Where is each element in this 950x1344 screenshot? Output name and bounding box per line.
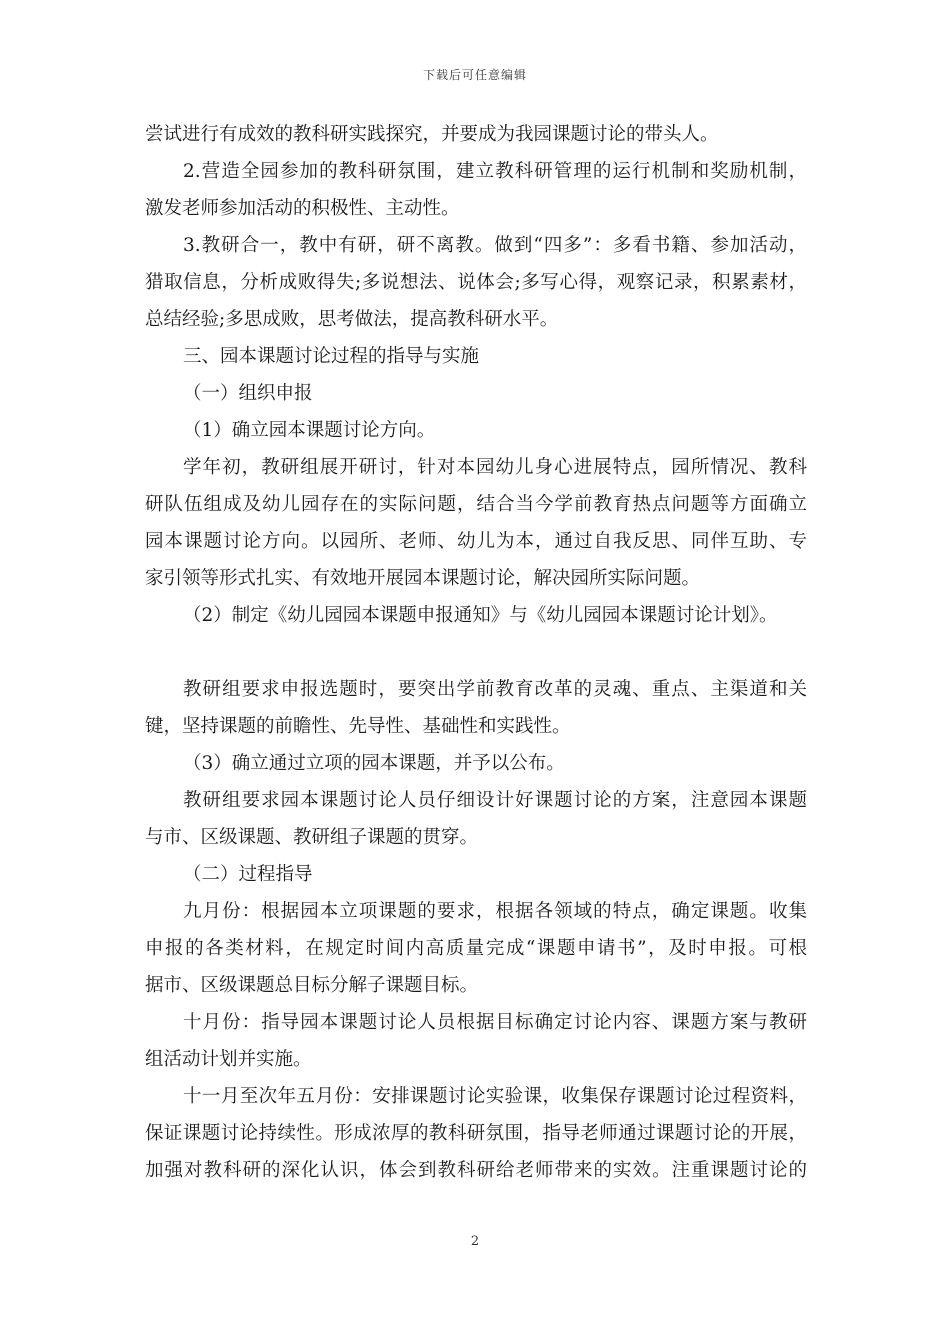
text-line: （3）确立通过立项的园本课题，并予以公布。 [183, 753, 565, 774]
text-line: 园本课题讨论方向。以园所、老师、幼儿为本，通过自我反思、同伴互助、专 [145, 531, 807, 552]
section-heading: 三、园本课题讨论过程的指导与实施 [183, 346, 480, 367]
text-line: 申报的各类材料，在规定时间内高质量完成“课题申请书”，及时申报。可根 [145, 938, 807, 959]
text-line: 尝试进行有成效的教科研实践探究，并要成为我园课题讨论的带头人。 [145, 124, 719, 145]
text-line: 激发老师参加活动的积极性、主动性。 [145, 198, 460, 219]
text-line: 键，坚持课题的前瞻性、先导性、基础性和实践性。 [145, 716, 571, 737]
text-line: 据市、区级课题总目标分解子课题目标。 [145, 975, 479, 996]
subsection-heading: （二）过程指导 [183, 864, 313, 885]
text-line: 家引领等形式扎实、有效地开展园本课题讨论，解决园所实际问题。 [145, 568, 701, 589]
subsection-heading: （一）组织申报 [183, 383, 313, 404]
text-line: 加强对教科研的深化认识，体会到教科研给老师带来的实效。注重课题讨论的 [145, 1160, 807, 1181]
text-line: 教研组要求园本课题讨论人员仔细设计好课题讨论的方案，注意园本课题 [183, 790, 807, 811]
text-line: 十一月至次年五月份：安排课题讨论实验课，收集保存课题讨论过程资料， [183, 1086, 807, 1107]
text-line: （1）确立园本课题讨论方向。 [183, 420, 436, 441]
text-line: 保证课题讨论持续性。形成浓厚的教科研氛围，指导老师通过课题讨论的开展， [145, 1123, 807, 1144]
document-body [145, 116, 807, 1189]
text-line: 十月份：指导园本课题讨论人员根据目标确定讨论内容、课题方案与教研 [183, 1012, 807, 1033]
page-header: 下载后可任意编辑 [422, 68, 527, 82]
text-line: 研队伍组成及幼儿园存在的实际问题，结合当今学前教育热点问题等方面确立 [145, 494, 807, 515]
text-line: （2）制定《幼儿园园本课题申报通知》与《幼儿园园本课题讨论计划》。 [183, 605, 778, 626]
text-line: 组活动计划并实施。 [145, 1049, 312, 1070]
text-line: 总结经验;多思成败，思考做法，提高教科研水平。 [145, 309, 559, 330]
text-line: 猎取信息，分析成败得失;多说想法、说体会;多写心得，观察记录，积累素材， [145, 272, 807, 293]
text-line: 学年初，教研组展开研讨，针对本园幼儿身心进展特点，园所情况、教科 [183, 457, 807, 478]
text-line: 教研组要求申报选题时，要突出学前教育改革的灵魂、重点、主渠道和关 [183, 679, 807, 700]
text-line: 与市、区级课题、教研组子课题的贯穿。 [145, 827, 479, 848]
blank-line [145, 634, 807, 671]
text-line: 2.营造全园参加的教科研氛围，建立教科研管理的运行机制和奖励机制， [183, 161, 807, 182]
text-line: 九月份：根据园本立项课题的要求，根据各领域的特点，确定课题。收集 [183, 901, 807, 922]
text-line: 3.教研合一，教中有研，研不离教。做到“四多”：多看书籍、参加活动， [183, 235, 807, 256]
page-number: 2 [470, 1234, 480, 1249]
